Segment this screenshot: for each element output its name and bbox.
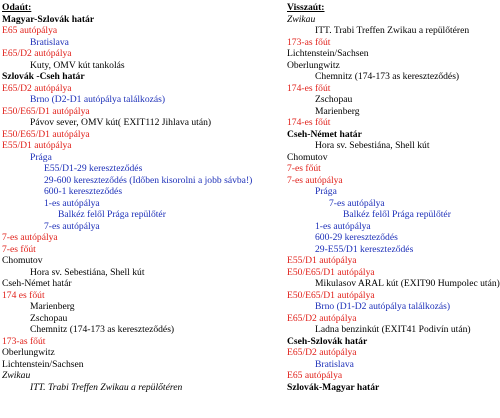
route-line: Zwikau [2, 370, 31, 381]
route-line: E55/D1 autópálya [2, 140, 72, 151]
route-line: E55/D1 autópálya [287, 255, 357, 266]
route-line: Chemnitz (174-173 as kereszteződés) [30, 324, 175, 335]
route-line: E65/D2 autópálya [287, 312, 357, 324]
route-line: Brno (D1-D2 autópálya találkozás) [315, 301, 451, 312]
route-line: 174 es főút [2, 289, 45, 301]
route-line: Zwikau [287, 13, 316, 25]
route-line: Kuty, OMV kút tankolás [30, 59, 125, 71]
route-line: Oberlungwitz [2, 347, 55, 358]
route-line: Oberlungwitz [287, 59, 340, 71]
route-line: Prága [30, 151, 52, 163]
route-line: 29-E55/D1 kereszteződés [315, 243, 414, 255]
route-line: E65/D2 autópálya [287, 347, 357, 358]
route-line: Balkéz felől Prága repülőtér [343, 209, 451, 220]
route-line: 174-es főút [287, 117, 331, 128]
route-line: Cseh-Szlovák határ [287, 335, 368, 347]
route-line: Hora sv. Sebestiána, Shell kút [30, 266, 145, 278]
route-line: Szlovák -Cseh határ [2, 71, 85, 82]
route-line: E65/D2 autópálya [2, 48, 72, 59]
route-line: 7-es autópálya [329, 197, 385, 209]
route-line: Bratislava [315, 358, 354, 370]
route-line: E50/E65/D1 autópálya [2, 128, 90, 140]
route-line: Chemnitz (174-173 as kereszteződés) [315, 71, 460, 82]
route-line: E50/E65/D1 autópálya [2, 105, 90, 117]
route-line: Brno (D2-D1 autópálya találkozás) [30, 94, 166, 105]
route-line: Lichtenstein/Sachsen [287, 48, 369, 59]
route-line: Chomutov [2, 255, 43, 266]
route-line: ITT. Trabi Treffen Zwikau a repülőtéren [30, 381, 183, 393]
route-line: Pávov sever, OMV kút( EXIT112 Jihlava után) [30, 117, 212, 128]
route-line: Magyar-Szlovák határ [2, 13, 95, 25]
column-heading: Odaút: [2, 2, 32, 13]
route-line: Chomutov [287, 151, 328, 163]
column-heading: Visszaút: [287, 2, 325, 13]
route-line: 7-es autópálya [287, 174, 343, 186]
route-line: Bratislava [30, 36, 69, 48]
route-line: Zschopau [30, 312, 68, 324]
route-line: ITT. Trabi Treffen Zwikau a repülőtéren [315, 25, 470, 36]
route-line: Marienberg [30, 301, 75, 312]
route-line: E50/E65/D1 autópálya [287, 289, 375, 301]
route-line: E55/D1-29 kereszteződés [44, 163, 143, 174]
route-line: 29-600 kereszteződés (Időben kisorolni a jobb sávba!) [44, 174, 253, 186]
route-line: E65/D2 autópálya [2, 82, 72, 94]
route-line: 600-1 kereszteződés [44, 186, 123, 197]
route-line: 173-as főút [287, 36, 331, 48]
route-line: E50/E65/D1 autópálya [287, 266, 375, 278]
route-line: Hora sv. Sebestiána, Shell kút [315, 140, 430, 151]
route-line: Ladna benzinkút (EXIT41 Podivín után) [315, 324, 471, 335]
route-line: 600-29 kereszteződés [315, 232, 398, 243]
route-line: Lichtenstein/Sachsen [2, 358, 84, 370]
route-line: Prága [315, 186, 337, 197]
route-line: 7-es autópálya [2, 232, 58, 243]
route-line: 173-as főút [2, 335, 46, 347]
route-line: 7-es főút [287, 163, 321, 174]
route-line: Zschopau [315, 94, 353, 105]
route-line: 7-es főút [2, 243, 36, 255]
route-line: Szlovák-Magyar határ [287, 381, 380, 393]
route-line: Marienberg [315, 105, 360, 117]
route-line: Balkéz felől Prága repülőtér [58, 209, 166, 220]
route-line: 1-es autópálya [44, 197, 100, 209]
route-line: E65 autópálya [2, 25, 58, 36]
route-line: Mikulasov ARAL kút (EXIT90 Humpolec után) [315, 278, 500, 289]
outbound-route-column [2, 2, 276, 393]
route-line: Cseh-Német határ [2, 278, 72, 289]
route-line: 174-es főút [287, 82, 331, 94]
route-line: 1-es autópálya [315, 220, 371, 232]
route-line: E65 autópálya [287, 370, 343, 381]
route-line: 7-es autópálya [44, 220, 100, 232]
route-line: Cseh-Német határ [287, 128, 362, 140]
return-route-column [287, 2, 499, 393]
